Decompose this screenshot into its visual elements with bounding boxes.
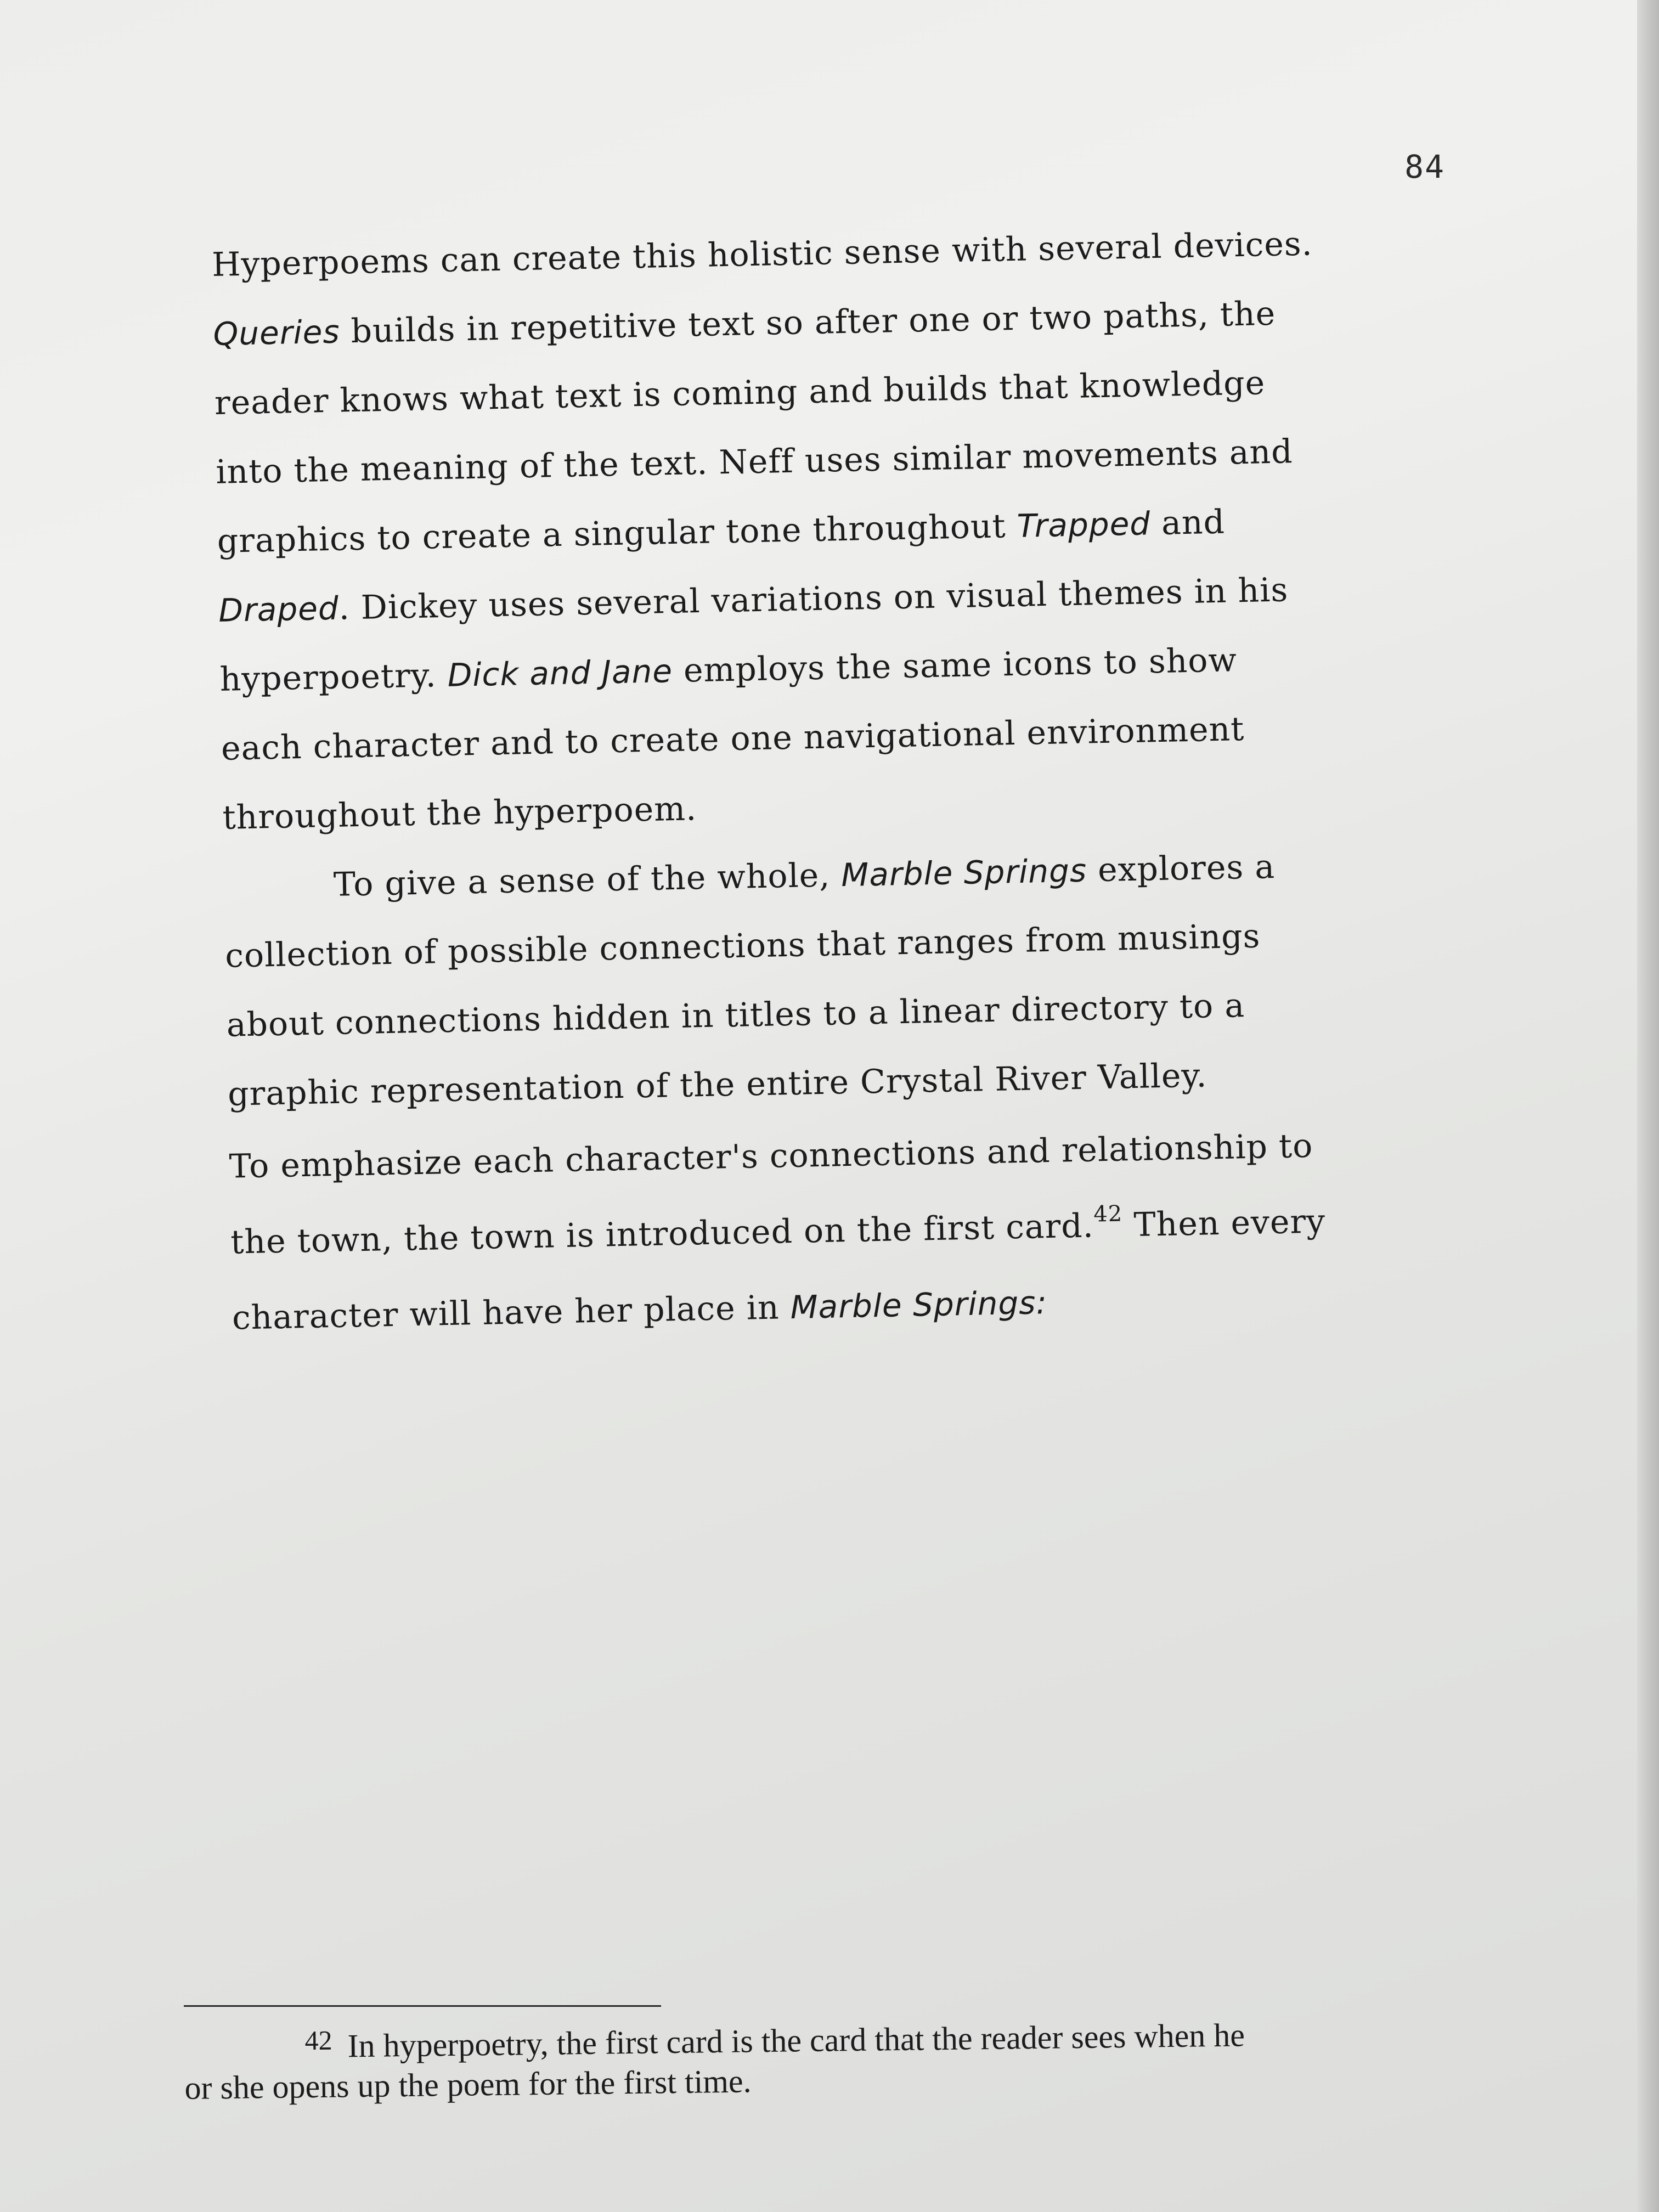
text-run: builds in repetitive text so after one or two paths, the (339, 294, 1276, 351)
text-run: explores a (1086, 847, 1276, 890)
text-run: and (1150, 503, 1226, 543)
italic-title: Marble Springs (840, 851, 1087, 894)
footnote (184, 2003, 1502, 2111)
text-run: collection of possible connections that ranges from musings (224, 917, 1261, 975)
italic-title: Draped (218, 589, 340, 629)
italic-title: Trapped (1016, 505, 1151, 545)
text-run: Hyperpoems can create this holistic sense with several devices. (211, 224, 1313, 284)
page-number: 84 (1404, 148, 1445, 185)
italic-title: Queries (212, 313, 341, 353)
page-edge (1637, 0, 1659, 2212)
footnote-reference: 42 (1093, 1201, 1123, 1227)
text-run: the town, the town is introduced on the first card. (230, 1206, 1094, 1262)
footnote-rule (184, 2005, 661, 2007)
text-run: To emphasize each character's connections and relationship to (229, 1126, 1313, 1186)
text-run: hyperpoetry. (219, 656, 448, 699)
text-run: employs the same icons to show (672, 641, 1238, 690)
footnote-text: or she opens up the poem for the first time. (184, 2063, 752, 2106)
text-run: throughout the hyperpoem. (222, 789, 697, 837)
italic-title: Dick and Jane (447, 652, 673, 694)
text-run: reader knows what text is coming and builds that knowledge (214, 364, 1266, 422)
text-run: each character and to create one navigational environment (221, 710, 1245, 768)
body-text (211, 206, 1494, 1356)
text-run: about connections hidden in titles to a linear directory to a (226, 986, 1245, 1045)
footnote-marker: 42 (304, 2024, 332, 2056)
italic-title: Marble Springs: (789, 1284, 1048, 1327)
text-run: . Dickey uses several variations on visual themes in his (338, 571, 1289, 628)
text-run: graphic representation of the entire Crystal River Valley. (227, 1056, 1207, 1114)
text-run: To give a sense of the whole, (333, 856, 842, 904)
text-run: character will have her place in (232, 1288, 791, 1338)
text-run: into the meaning of the text. Neff uses similar movements and (215, 432, 1294, 492)
footnote-text: In hyperpoetry, the first card is the card that the reader sees when he (347, 2017, 1245, 2064)
text-run: graphics to create a singular tone throughout (217, 506, 1018, 561)
text-run: Then every (1122, 1202, 1326, 1245)
